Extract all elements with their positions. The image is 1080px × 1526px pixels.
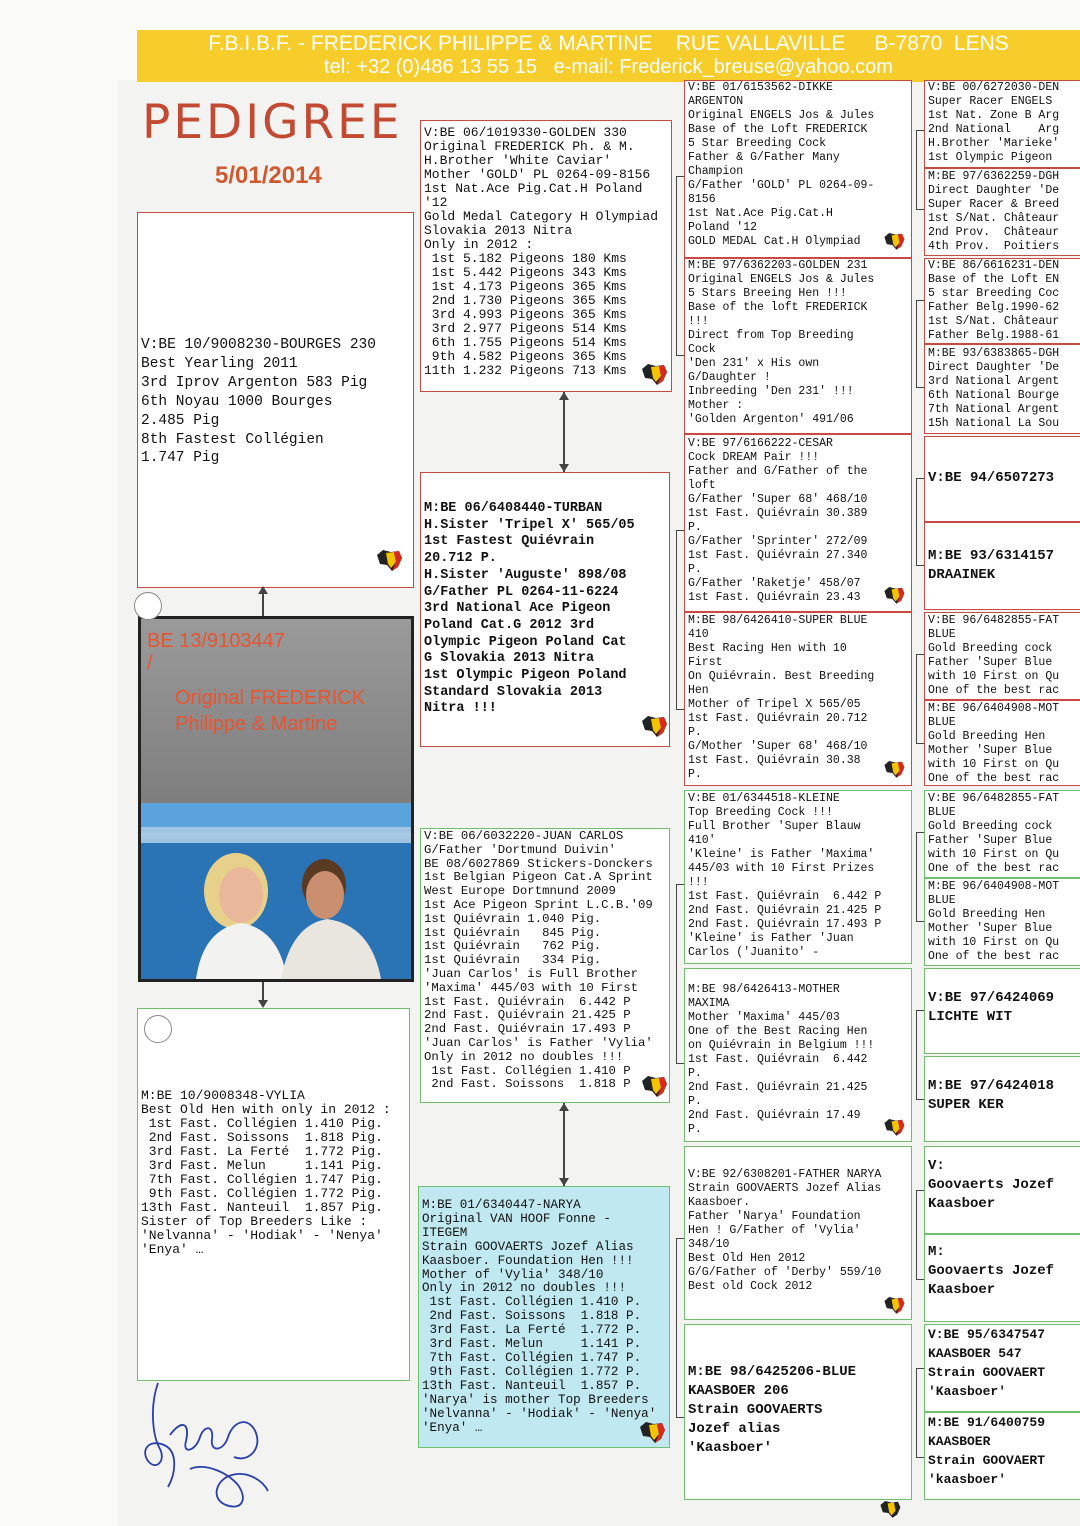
g4-text-12: M:BE 97/6424018 SUPER KER — [928, 1078, 1055, 1113]
dam-box — [137, 1008, 410, 1381]
g4-box-13 — [924, 1146, 1080, 1234]
bracket — [916, 478, 924, 566]
belgium-map-flag-icon — [882, 230, 906, 252]
g3-text-3: V:BE 97/6166222-CESAR Cock DREAM Pair !!! Father and G/Father of the loft G/Father 'Super 68' 468/10 1st Fast. Quiévrain 30.389 P. G/Father 'Sprinter' 272/09 1st Fast. Quiévrain 27.340 P. G/Father 'Raketje' 458/07 1st Fast. Quiévrain 23.43 — [688, 437, 868, 604]
g4-box-7 — [924, 612, 1080, 700]
header-contact: tel: +32 (0)486 13 55 15 e-mail: Frederick_breuse@yahoo.com — [324, 56, 893, 78]
g4-box-10 — [924, 878, 1080, 966]
g4-box-4 — [924, 344, 1080, 434]
g4-text-7: V:BE 96/6482855-FAT BLUE Gold Breeding cock Father 'Super Blue with 10 First on Qu One of the best rac — [928, 614, 1060, 697]
punch-hole — [134, 592, 162, 620]
owners-photo — [141, 803, 411, 979]
g4-box-14 — [924, 1234, 1080, 1322]
g3-text-7: V:BE 92/6308201-FATHER NARYA Strain GOOVAERTS Jozef Alias Kaasboer. Father 'Narya' Foundation Hen ! G/Father of 'Vylia' 348/10 Best Old Hen 2012 G/G/Father of 'Derby' 559/10 Best old Cock 2012 — [688, 1168, 882, 1293]
g3-text-4: M:BE 98/6426410-SUPER BLUE 410 Best Racing Hen with 10 First On Quiévrain. Best Breeding Hen Mother of Tripel X 565/05 1st Fast. Quiévrain 20.712 P. G/Mother 'Super 68' 468/10 1st Fast. Quiévrain 30.38 P. — [688, 614, 875, 781]
pedigree-date: 5/01/2014 — [215, 162, 322, 189]
g3-box-4 — [684, 612, 912, 786]
belgium-map-flag-icon — [639, 1073, 669, 1099]
g3-text-2: M:BE 97/6362203-GOLDEN 231 Original ENGELS Jos & Jules 5 Stars Breeing Hen !!! Base of the loft FREDERICK !!! Direct from Top Breeding Cock 'Den 231' x His own G/Daughter ! Inbreeding 'Den 231' !!! Mother : 'Golden Argenton' 491/06 — [688, 259, 875, 426]
signature — [130, 1375, 280, 1515]
g3-text-1: V:BE 01/6153562-DIKKE ARGENTON Original ENGELS Jos & Jules Base of the Loft FREDERICK 5 Star Breeding Cock Father & G/Father Many Champion G/Father 'GOLD' PL 0264-09- 8156 1st Nat.Ace Pig.Cat.H Poland '12 GOLD MEDAL Cat.H Olympiad — [688, 81, 875, 248]
sire-box — [137, 212, 414, 588]
g4-box-6 — [924, 522, 1080, 610]
bracket — [676, 530, 684, 710]
page-title: PEDIGREE — [142, 95, 403, 150]
bracket — [916, 832, 924, 922]
dam-dam-box — [418, 1186, 670, 1448]
owners-photo-graphic — [141, 803, 411, 979]
g3-text-8: M:BE 98/6425206-BLUE KAASBOER 206 Strain GOOVAERTS Jozef alias 'Kaasboer' — [688, 1364, 857, 1456]
sire-sire-box — [420, 120, 672, 392]
g3-box-2 — [684, 258, 912, 434]
bracket — [676, 884, 684, 1064]
g3-text-6: M:BE 98/6426413-MOTHER MAXIMA Mother 'Maxima' 445/03 One of the Best Racing Hen on Quiévrain in Belgium !!! 1st Fast. Quiévrain 6.442 P. 2nd Fast. Quiévrain 21.425 P. 2nd Fast. Quiévrain 17.49 P. — [688, 983, 875, 1136]
g3-box-3 — [684, 434, 912, 612]
arrow-up — [559, 392, 569, 400]
sire-sire-text: V:BE 06/1019330-GOLDEN 330 Original FREDERICK Ph. & M. H.Brother 'White Caviar' Mother 'GOLD' PL 0264-09-8156 1st Nat.Ace Pig.Cat.H Poland '12 Gold Medal Category H Olympiad Slovakia 2013 Nitra Only in 2012 : 1st 5.182 Pigeons 180 Kms 1st 5.442 Pigeons 343 Kms 1st 4.173 Pigeons 365 Kms 2nd 1.730 Pigeons 365 Kms 3rd 4.993 Pigeons 365 Kms 3rd 2.977 Pigeons 514 Kms 6th 1.755 Pigeons 514 Kms 9th 4.582 Pigeons 365 Kms 11th 1.232 Pigeons 713 Kms — [424, 125, 659, 378]
g4-text-11: V:BE 97/6424069 LICHTE WIT — [928, 990, 1055, 1025]
subject-slash: / — [147, 652, 153, 674]
g4-box-9 — [924, 790, 1080, 878]
g4-text-16: M:BE 91/6400759 KAASBOER Strain GOOVAERT 'kaasboer' — [928, 1415, 1046, 1487]
bracket — [916, 1010, 924, 1100]
belgium-map-flag-icon — [374, 547, 404, 573]
g4-box-11 — [924, 968, 1080, 1054]
g4-text-6: M:BE 93/6314157 DRAAINEK — [928, 548, 1055, 583]
g4-text-4: M:BE 93/6383865-DGH Direct Daughter 'De 3rd National Argent 6th National Bourge 7th National Argent 15h National La Sou — [928, 347, 1060, 430]
belgium-map-flag-icon — [882, 1294, 906, 1316]
subject-photo-card — [138, 616, 414, 982]
sire-text: V:BE 10/9008230-BOURGES 230 Best Yearling 2011 3rd Iprov Argenton 583 Pig 6th Noyau 1000 Bourges 2.485 Pig 8th Fastest Collégien 1.747 Pig — [141, 337, 376, 467]
bracket — [676, 176, 684, 356]
g3-box-1 — [684, 80, 912, 258]
g4-text-14: M: Goovaerts Jozef Kaasboer — [928, 1244, 1055, 1298]
g3-box-6 — [684, 968, 912, 1142]
belgium-map-flag-icon — [639, 361, 669, 387]
subject-origin: Original FREDERICK Philippe & Martine — [175, 687, 366, 735]
g4-box-16 — [924, 1412, 1080, 1500]
g4-box-15 — [924, 1324, 1080, 1412]
belgium-map-flag-icon — [639, 713, 669, 739]
g4-text-15: V:BE 95/6347547 KAASBOER 547 Strain GOOVAERT 'Kaasboer' — [928, 1327, 1046, 1399]
belgium-map-flag-icon — [637, 1419, 667, 1445]
g4-box-5 — [924, 436, 1080, 522]
connector — [563, 392, 565, 472]
g3-text-5: V:BE 01/6344518-KLEINE Top Breeding Cock !!! Full Brother 'Super Blauw 410' 'Kleine' is Father 'Maxima' 445/03 with 10 First Prizes !!! 1st Fast. Quiévrain 6.442 P 2nd Fast. Quiévrain 21.425 P 2nd Fast. Quiévrain 17.493 P 'Kleine' is Father 'Juan Carlos ('Juanito' - — [688, 792, 882, 959]
g4-text-3: V:BE 86/6616231-DEN Base of the Loft EN 5 star Breeding Coc Father Belg.1990-62 1st S/Nat. Châteaur Father Belg.1988-61 — [928, 259, 1060, 342]
bracket — [916, 1190, 924, 1280]
sire-dam-text: M:BE 06/6408440-TURBAN H.Sister 'Tripel X' 565/05 1st Fastest Quiévrain 20.712 P. H.Sister 'Auguste' 898/08 G/Father PL 0264-11-6224 3rd National Ace Pigeon Poland Cat.G 2012 3rd Olympic Pigeon Poland Cat G Slovakia 2013 Nitra 1st Olympic Pigeon Poland Standard Slovakia 2013 Nitra !!! — [424, 501, 635, 717]
punch-hole — [144, 1015, 172, 1043]
belgium-map-flag-icon — [882, 584, 906, 606]
dam-text: M:BE 10/9008348-VYLIA Best Old Hen with only in 2012 : 1st Fast. Collégien 1.410 Pig. 2nd Fast. Soissons 1.818 Pig. 3rd Fast. La Ferté 1.772 Pig. 3rd Fast. Melun 1.141 Pig. 7th Fast. Collégien 1.747 Pig. 9th Fast. Collégien 1.772 Pig. 13th Fast. Nanteuil 1.857 Pig. Sister of Top Breeders Like : 'Nelvanna' - 'Hodiak' - 'Nenya' 'Enya' … — [141, 1088, 391, 1257]
bracket — [916, 130, 924, 210]
g4-text-9: V:BE 96/6482855-FAT BLUE Gold Breeding cock Father 'Super Blue with 10 First on Qu One of the best rac — [928, 792, 1060, 875]
g4-box-2 — [924, 168, 1080, 256]
dam-sire-box — [420, 828, 670, 1103]
header-banner — [137, 30, 1080, 82]
g4-text-10: M:BE 96/6404908-MOT BLUE Gold Breeding Hen Mother 'Super Blue with 10 First on Qu One of the best rac — [928, 880, 1060, 963]
g4-text-5: V:BE 94/6507273 — [928, 470, 1055, 486]
sire-dam-box — [420, 472, 670, 747]
bracket — [916, 300, 924, 388]
g4-box-1 — [924, 80, 1080, 168]
g3-box-5 — [684, 790, 912, 964]
dam-dam-text: M:BE 01/6340447-NARYA Original VAN HOOF Fonne - ITEGEM Strain GOOVAERTS Jozef Alias Kaasboer. Foundation Hen !!! Mother of 'Vylia' 348/10 Only in 2012 no doubles !!! 1st Fast. Collégien 1.410 P. 2nd Fast. Soissons 1.818 P. 3rd Fast. La Ferté 1.772 P. 3rd Fast. Melun 1.141 P. 7th Fast. Collégien 1.747 P. 9th Fast. Collégien 1.772 P. 13th Fast. Nanteuil 1.857 P. 'Narya' is mother Top Breeders 'Nelvanna' - 'Hodiak' - 'Nenya' 'Enya' … — [422, 1198, 657, 1435]
g4-box-8 — [924, 700, 1080, 786]
arrow-down — [559, 1178, 569, 1186]
connector — [262, 982, 264, 1002]
g3-box-7 — [684, 1146, 912, 1320]
bracket — [916, 654, 924, 744]
bracket — [676, 1238, 684, 1418]
g4-text-13: V: Goovaerts Jozef Kaasboer — [928, 1158, 1055, 1212]
connector — [563, 1103, 565, 1186]
belgium-map-flag-icon — [882, 758, 906, 780]
g4-box-3 — [924, 258, 1080, 344]
arrow-down — [258, 1000, 268, 1008]
subject-ring: BE 13/9103447 — [147, 630, 285, 652]
belgium-map-flag-icon — [878, 1498, 902, 1520]
belgium-map-flag-icon — [882, 1116, 906, 1138]
header-address: F.B.I.B.F. - FREDERICK PHILIPPE & MARTINE RUE VALLAVILLE B-7870 LENS — [208, 32, 1009, 55]
g4-text-8: M:BE 96/6404908-MOT BLUE Gold Breeding Hen Mother 'Super Blue with 10 First on Qu One of the best rac — [928, 702, 1060, 785]
arrow-up — [559, 1103, 569, 1111]
arrow-up — [258, 586, 268, 594]
g4-text-1: V:BE 00/6272030-DEN Super Racer ENGELS 1st Nat. Zone B Arg 2nd National Arg H.Brother 'Marieke' 1st Olympic Pigeon — [928, 81, 1060, 164]
g3-box-8 — [684, 1324, 912, 1500]
dam-sire-text: V:BE 06/6032220-JUAN CARLOS G/Father 'Dortmund Duivin' BE 08/6027869 Stickers-Donckers 1st Belgian Pigeon Cat.A Sprint West Europe Dortmnund 2009 1st Ace Pigeon Sprint L.C.B.'09 1st Quiévrain 1.040 Pig. 1st Quiévrain 845 Pig. 1st Quiévrain 762 Pig. 1st Quiévrain 334 Pig. 'Juan Carlos' is Full Brother 'Maxima' 445/03 with 10 First 1st Fast. Quiévrain 6.442 P 2nd Fast. Quiévrain 21.425 P 2nd Fast. Quiévrain 17.493 P 'Juan Carlos' is Father 'Vylia' Only in 2012 no doubles !!! 1st Fast. Collégien 1.410 P 2nd Fast. Soissons 1.818 P — [424, 829, 653, 1092]
g4-box-12 — [924, 1056, 1080, 1142]
g4-text-2: M:BE 97/6362259-DGH Direct Daughter 'De Super Racer & Breed 1st S/Nat. Châteaur 2nd Prov. Châteaur 4th Prov. Poitiers — [928, 170, 1060, 253]
arrow-down — [559, 464, 569, 472]
bracket — [916, 1368, 924, 1458]
